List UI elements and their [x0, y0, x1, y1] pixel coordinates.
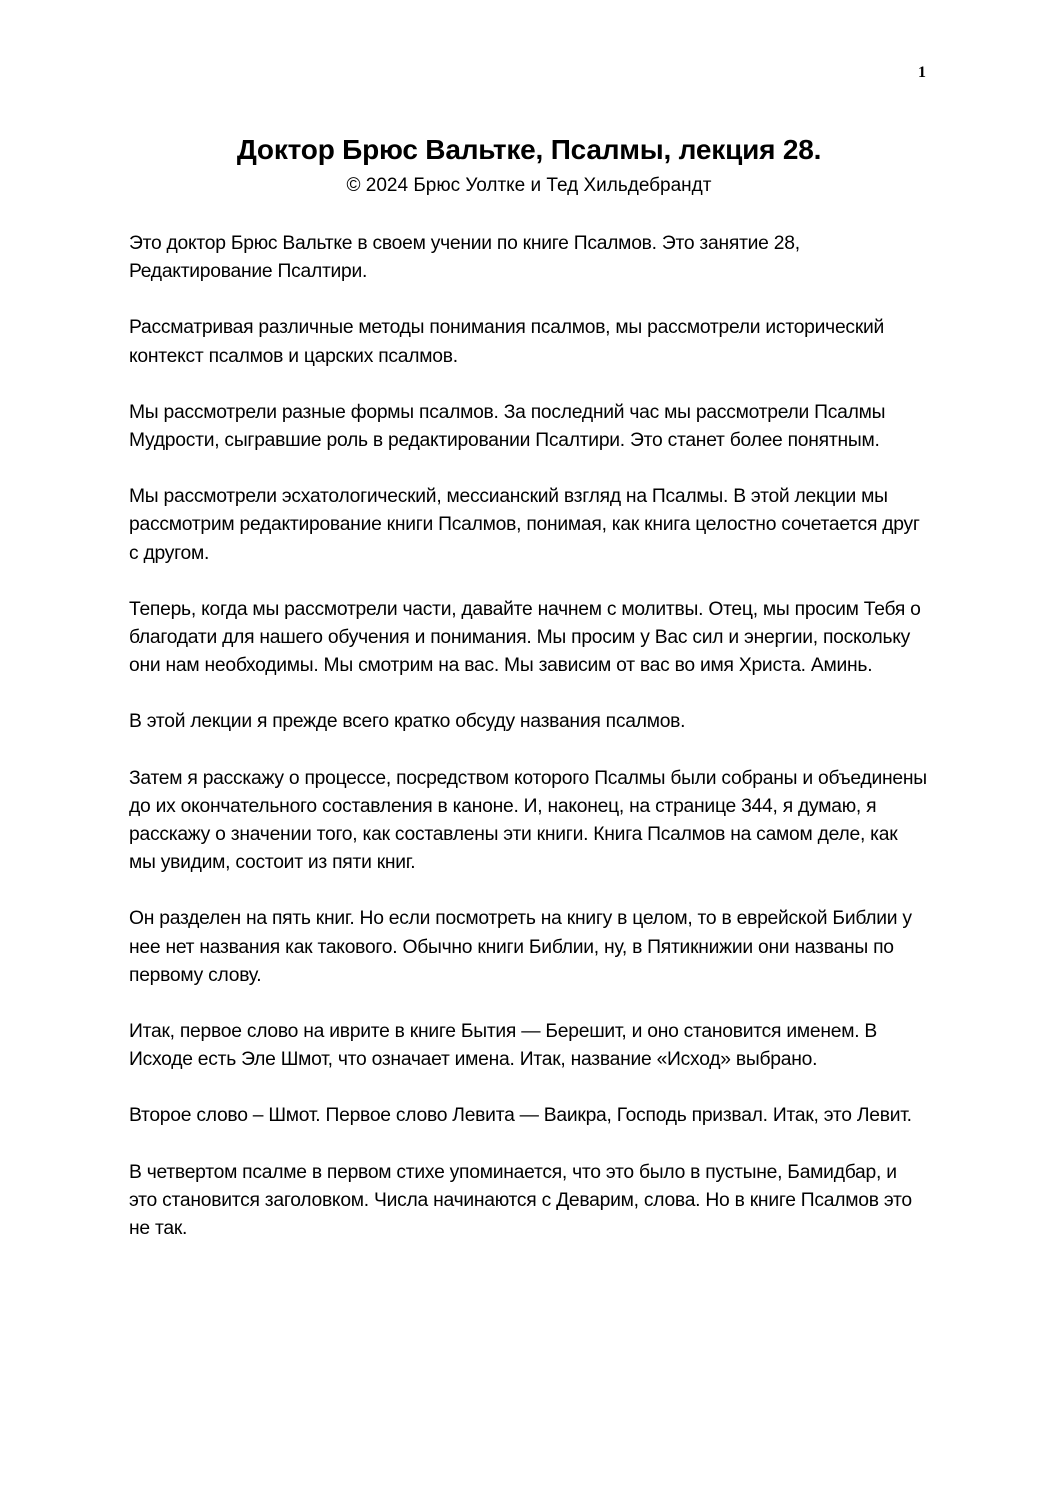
page-number: 1: [918, 64, 926, 81]
paragraph: Рассматривая различные методы понимания псалмов, мы рассмотрели исторический контекст псалмов и царских псалмов.: [129, 317, 885, 367]
paragraph: Итак, первое слово на иврите в книге Бытия — Берешит, и оно становится именем. В Исходе есть Эле Шмот, что означает имена. Итак, название «Исход» выбрано.: [129, 1021, 878, 1071]
paragraph: Он разделен на пять книг. Но если посмотреть на книгу в целом, то в еврейской Библии у нее нет названия как такового. Обычно книги Библии, ну, в Пятикнижии они названы по первому слову.: [129, 908, 912, 986]
paragraph: Затем я расскажу о процессе, посредством которого Псалмы были собраны и объединены до их окончательного составления в каноне. И, наконец, на странице 344, я думаю, я расскажу о значении того, как составлены эти книги. Книга Псалмов на самом деле, как мы увидим, состоит из пяти книг.: [129, 767, 927, 874]
paragraph: Это доктор Брюс Вальтке в своем учении по книге Псалмов. Это занятие 28, Редактирование Псалтири.: [129, 233, 800, 283]
paragraph: Мы рассмотрели разные формы псалмов. За последний час мы рассмотрели Псалмы Мудрости, сыгравшие роль в редактировании Псалтири. Это станет более понятным.: [129, 401, 886, 452]
paragraph: В этой лекции я прежде всего кратко обсуду названия псалмов.: [129, 711, 686, 733]
document-body: [129, 230, 929, 1271]
document-title: Доктор Брюс Вальтке, Псалмы, лекция 28.: [236, 134, 822, 165]
paragraph: Второе слово – Шмот. Первое слово Левита — Ваикра, Господь призвал. Итак, это Левит.: [129, 1105, 912, 1127]
paragraph: В четвертом псалме в первом стихе упоминается, что это было в пустыне, Бамидбар, и это становится заголовком. Числа начинаются с Деварим, слова. Но в книге Псалмов это не так.: [129, 1161, 912, 1240]
paragraph: Мы рассмотрели эсхатологический, мессианский взгляд на Псалмы. В этой лекции мы рассмотрим редактирование книги Псалмов, понимая, как книга целостно сочетается друг с другом.: [129, 486, 920, 564]
paragraph: Теперь, когда мы рассмотрели части, давайте начнем с молитвы. Отец, мы просим Тебя о благодати для нашего обучения и понимания. Мы просим у Вас сил и энергии, поскольку они нам необходимы. Мы смотрим на вас. Мы зависим от вас во имя Христа. Аминь.: [129, 598, 921, 677]
copyright-line: © 2024 Брюс Уолтке и Тед Хильдебрандт: [346, 175, 712, 196]
